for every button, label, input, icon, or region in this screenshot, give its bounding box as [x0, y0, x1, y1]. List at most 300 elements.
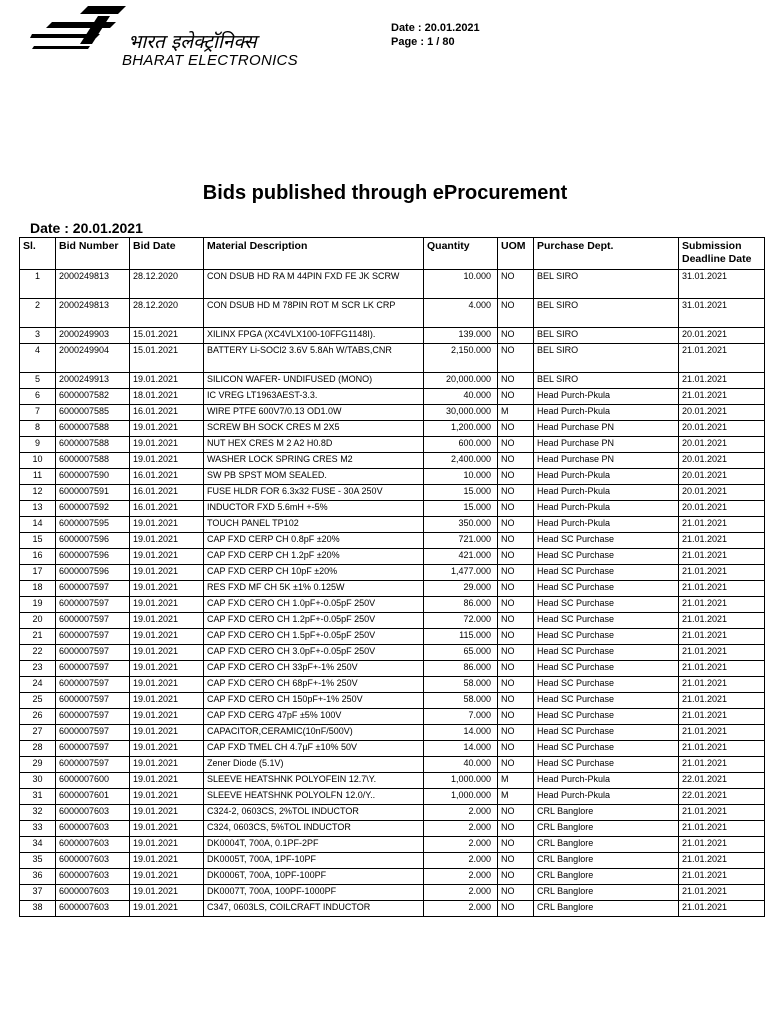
cell-dept: BEL SIRO [534, 328, 679, 344]
logo-english-text: BHARAT ELECTRONICS [122, 52, 298, 69]
cell-dept: Head SC Purchase [534, 757, 679, 773]
cell-deadline: 21.01.2021 [679, 597, 765, 613]
cell-dept: BEL SIRO [534, 373, 679, 389]
cell-deadline: 21.01.2021 [679, 885, 765, 901]
cell-qty: 29.000 [424, 581, 498, 597]
cell-sl: 8 [20, 421, 56, 437]
cell-qty: 72.000 [424, 613, 498, 629]
cell-uom: M [498, 773, 534, 789]
cell-deadline: 21.01.2021 [679, 869, 765, 885]
cell-uom: NO [498, 549, 534, 565]
table-row [20, 613, 765, 629]
cell-uom: NO [498, 853, 534, 869]
cell-qty: 1,000.000 [424, 789, 498, 805]
cell-dept: Head Purch-Pkula [534, 789, 679, 805]
cell-dept: Head Purchase PN [534, 421, 679, 437]
cell-bid: 6000007592 [56, 501, 130, 517]
company-logo [30, 4, 340, 70]
cell-uom: NO [498, 837, 534, 853]
cell-deadline: 20.01.2021 [679, 453, 765, 469]
cell-qty: 2.000 [424, 853, 498, 869]
cell-desc: SLEEVE HEATSHNK POLYOFEIN 12.7\Y. [204, 773, 424, 789]
cell-sl: 16 [20, 549, 56, 565]
cell-dept: Head SC Purchase [534, 533, 679, 549]
cell-desc: FUSE HLDR FOR 6.3x32 FUSE - 30A 250V [204, 485, 424, 501]
cell-dept: Head Purch-Pkula [534, 501, 679, 517]
cell-uom: NO [498, 373, 534, 389]
cell-qty: 86.000 [424, 597, 498, 613]
cell-qty: 65.000 [424, 645, 498, 661]
cell-desc: BATTERY Li-SOCl2 3.6V 5.8Ah W/TABS,CNR [204, 344, 424, 373]
cell-desc: XILINX FPGA (XC4VLX100-10FFG1148I). [204, 328, 424, 344]
cell-sl: 31 [20, 789, 56, 805]
cell-date: 19.01.2021 [130, 789, 204, 805]
cell-deadline: 21.01.2021 [679, 693, 765, 709]
table-row [20, 773, 765, 789]
bids-table [19, 237, 765, 917]
cell-bid: 6000007597 [56, 597, 130, 613]
cell-desc: CAP FXD CERO CH 1.2pF+-0.05pF 250V [204, 613, 424, 629]
cell-qty: 2,400.000 [424, 453, 498, 469]
cell-bid: 6000007595 [56, 517, 130, 533]
cell-dept: Head SC Purchase [534, 597, 679, 613]
table-row [20, 533, 765, 549]
cell-bid: 6000007597 [56, 661, 130, 677]
cell-sl: 24 [20, 677, 56, 693]
cell-sl: 35 [20, 853, 56, 869]
table-row [20, 677, 765, 693]
cell-sl: 15 [20, 533, 56, 549]
cell-date: 19.01.2021 [130, 885, 204, 901]
col-quantity: Quantity [424, 238, 498, 270]
cell-dept: CRL Banglore [534, 869, 679, 885]
cell-uom: NO [498, 693, 534, 709]
cell-uom: NO [498, 597, 534, 613]
cell-qty: 86.000 [424, 661, 498, 677]
cell-desc: DK0006T, 700A, 10PF-100PF [204, 869, 424, 885]
col-purchase-dept: Purchase Dept. [534, 238, 679, 270]
cell-desc: WIRE PTFE 600V7/0.13 OD1.0W [204, 405, 424, 421]
col-material-description: Material Description [204, 238, 424, 270]
cell-qty: 15.000 [424, 501, 498, 517]
cell-dept: Head SC Purchase [534, 629, 679, 645]
cell-deadline: 21.01.2021 [679, 533, 765, 549]
table-row [20, 437, 765, 453]
cell-date: 19.01.2021 [130, 661, 204, 677]
cell-bid: 6000007603 [56, 821, 130, 837]
cell-bid: 6000007603 [56, 837, 130, 853]
cell-desc: CAP FXD CERO CH 3.0pF+-0.05pF 250V [204, 645, 424, 661]
cell-dept: CRL Banglore [534, 885, 679, 901]
cell-uom: M [498, 789, 534, 805]
table-row [20, 501, 765, 517]
cell-date: 19.01.2021 [130, 693, 204, 709]
cell-desc: SILICON WAFER- UNDIFUSED (MONO) [204, 373, 424, 389]
cell-bid: 6000007591 [56, 485, 130, 501]
table-row [20, 421, 765, 437]
cell-date: 18.01.2021 [130, 389, 204, 405]
cell-date: 19.01.2021 [130, 757, 204, 773]
cell-qty: 1,000.000 [424, 773, 498, 789]
cell-sl: 4 [20, 344, 56, 373]
cell-uom: NO [498, 581, 534, 597]
cell-desc: TOUCH PANEL TP102 [204, 517, 424, 533]
cell-desc: CAP FXD CERO CH 150pF+-1% 250V [204, 693, 424, 709]
table-row [20, 901, 765, 917]
cell-qty: 600.000 [424, 437, 498, 453]
cell-bid: 6000007585 [56, 405, 130, 421]
table-row [20, 853, 765, 869]
cell-dept: Head SC Purchase [534, 725, 679, 741]
cell-date: 19.01.2021 [130, 549, 204, 565]
cell-date: 15.01.2021 [130, 344, 204, 373]
cell-dept: BEL SIRO [534, 344, 679, 373]
cell-deadline: 21.01.2021 [679, 709, 765, 725]
cell-qty: 1,200.000 [424, 421, 498, 437]
cell-sl: 37 [20, 885, 56, 901]
cell-deadline: 21.01.2021 [679, 517, 765, 533]
cell-bid: 6000007588 [56, 453, 130, 469]
cell-date: 19.01.2021 [130, 869, 204, 885]
cell-bid: 2000249913 [56, 373, 130, 389]
cell-uom: M [498, 405, 534, 421]
page-title: Bids published through eProcurement [202, 182, 568, 204]
cell-uom: NO [498, 517, 534, 533]
col-submission-deadline: Submission Deadline Date [679, 238, 765, 270]
table-row [20, 565, 765, 581]
cell-qty: 139.000 [424, 328, 498, 344]
cell-dept: Head SC Purchase [534, 661, 679, 677]
cell-sl: 20 [20, 613, 56, 629]
cell-date: 19.01.2021 [130, 821, 204, 837]
cell-sl: 7 [20, 405, 56, 421]
cell-uom: NO [498, 344, 534, 373]
cell-deadline: 21.01.2021 [679, 661, 765, 677]
cell-desc: IC VREG LT1963AEST-3.3. [204, 389, 424, 405]
cell-bid: 6000007588 [56, 421, 130, 437]
cell-dept: Head Purch-Pkula [534, 469, 679, 485]
cell-deadline: 21.01.2021 [679, 549, 765, 565]
cell-qty: 1,477.000 [424, 565, 498, 581]
cell-deadline: 21.01.2021 [679, 629, 765, 645]
cell-desc: CAPACITOR,CERAMIC(10nF/500V) [204, 725, 424, 741]
cell-date: 19.01.2021 [130, 565, 204, 581]
cell-dept: Head SC Purchase [534, 693, 679, 709]
cell-date: 19.01.2021 [130, 613, 204, 629]
table-row [20, 789, 765, 805]
cell-deadline: 21.01.2021 [679, 853, 765, 869]
table-row [20, 805, 765, 821]
cell-bid: 6000007588 [56, 437, 130, 453]
table-row [20, 757, 765, 773]
table-row [20, 693, 765, 709]
table-row [20, 821, 765, 837]
cell-uom: NO [498, 629, 534, 645]
cell-bid: 6000007600 [56, 773, 130, 789]
cell-uom: NO [498, 709, 534, 725]
cell-date: 19.01.2021 [130, 741, 204, 757]
cell-bid: 6000007596 [56, 565, 130, 581]
table-row [20, 885, 765, 901]
cell-sl: 38 [20, 901, 56, 917]
cell-dept: Head Purch-Pkula [534, 517, 679, 533]
cell-sl: 33 [20, 821, 56, 837]
cell-desc: CAP FXD CERO CH 68pF+-1% 250V [204, 677, 424, 693]
table-row [20, 328, 765, 344]
cell-deadline: 20.01.2021 [679, 437, 765, 453]
table-row [20, 270, 765, 299]
cell-deadline: 20.01.2021 [679, 469, 765, 485]
cell-dept: CRL Banglore [534, 805, 679, 821]
cell-desc: CAP FXD CERO CH 1.0pF+-0.05pF 250V [204, 597, 424, 613]
cell-sl: 27 [20, 725, 56, 741]
cell-desc: NUT HEX CRES M 2 A2 H0.8D [204, 437, 424, 453]
cell-deadline: 21.01.2021 [679, 677, 765, 693]
cell-uom: NO [498, 821, 534, 837]
cell-deadline: 21.01.2021 [679, 821, 765, 837]
cell-dept: Head SC Purchase [534, 709, 679, 725]
cell-sl: 21 [20, 629, 56, 645]
cell-desc: WASHER LOCK SPRING CRES M2 [204, 453, 424, 469]
cell-bid: 6000007582 [56, 389, 130, 405]
cell-uom: NO [498, 805, 534, 821]
cell-deadline: 21.01.2021 [679, 581, 765, 597]
cell-dept: Head Purch-Pkula [534, 773, 679, 789]
cell-deadline: 21.01.2021 [679, 373, 765, 389]
cell-desc: DK0007T, 700A, 100PF-1000PF [204, 885, 424, 901]
cell-qty: 721.000 [424, 533, 498, 549]
cell-date: 19.01.2021 [130, 581, 204, 597]
cell-sl: 13 [20, 501, 56, 517]
cell-date: 28.12.2020 [130, 270, 204, 299]
table-row [20, 709, 765, 725]
cell-dept: Head SC Purchase [534, 645, 679, 661]
cell-sl: 26 [20, 709, 56, 725]
table-row [20, 837, 765, 853]
cell-sl: 22 [20, 645, 56, 661]
cell-bid: 6000007603 [56, 805, 130, 821]
cell-dept: Head SC Purchase [534, 581, 679, 597]
cell-sl: 5 [20, 373, 56, 389]
cell-dept: BEL SIRO [534, 299, 679, 328]
cell-date: 16.01.2021 [130, 501, 204, 517]
cell-bid: 6000007597 [56, 613, 130, 629]
table-row [20, 741, 765, 757]
page-number: Page : 1 / 80 [391, 36, 455, 48]
cell-dept: Head SC Purchase [534, 677, 679, 693]
cell-qty: 30,000.000 [424, 405, 498, 421]
cell-bid: 2000249904 [56, 344, 130, 373]
cell-deadline: 21.01.2021 [679, 389, 765, 405]
cell-bid: 6000007597 [56, 741, 130, 757]
cell-bid: 6000007597 [56, 629, 130, 645]
cell-desc: CAP FXD CERP CH 0.8pF ±20% [204, 533, 424, 549]
table-row [20, 405, 765, 421]
cell-date: 19.01.2021 [130, 453, 204, 469]
table-row [20, 645, 765, 661]
cell-date: 15.01.2021 [130, 328, 204, 344]
cell-uom: NO [498, 613, 534, 629]
cell-sl: 6 [20, 389, 56, 405]
cell-qty: 58.000 [424, 693, 498, 709]
cell-bid: 6000007597 [56, 693, 130, 709]
cell-sl: 18 [20, 581, 56, 597]
table-row [20, 549, 765, 565]
cell-deadline: 21.01.2021 [679, 741, 765, 757]
table-row [20, 597, 765, 613]
cell-dept: Head Purch-Pkula [534, 389, 679, 405]
cell-deadline: 20.01.2021 [679, 328, 765, 344]
cell-desc: CAP FXD CERP CH 10pF ±20% [204, 565, 424, 581]
cell-desc: C347, 0603LS, COILCRAFT INDUCTOR [204, 901, 424, 917]
report-date-label: Date : 20.01.2021 [30, 220, 143, 236]
table-row [20, 389, 765, 405]
cell-bid: 6000007603 [56, 853, 130, 869]
cell-bid: 6000007597 [56, 645, 130, 661]
cell-bid: 6000007597 [56, 677, 130, 693]
col-sl: Sl. [20, 238, 56, 270]
cell-uom: NO [498, 661, 534, 677]
cell-dept: CRL Banglore [534, 837, 679, 853]
cell-uom: NO [498, 328, 534, 344]
cell-sl: 10 [20, 453, 56, 469]
cell-deadline: 21.01.2021 [679, 805, 765, 821]
col-uom: UOM [498, 238, 534, 270]
cell-sl: 23 [20, 661, 56, 677]
cell-dept: CRL Banglore [534, 853, 679, 869]
logo-hindi-text: भारत इलेक्ट्रॉनिक्स [128, 31, 257, 53]
cell-desc: CON DSUB HD M 78PIN ROT M SCR LK CRP [204, 299, 424, 328]
cell-date: 19.01.2021 [130, 373, 204, 389]
cell-bid: 6000007596 [56, 533, 130, 549]
cell-uom: NO [498, 437, 534, 453]
cell-date: 19.01.2021 [130, 853, 204, 869]
cell-sl: 11 [20, 469, 56, 485]
cell-sl: 19 [20, 597, 56, 613]
cell-date: 28.12.2020 [130, 299, 204, 328]
cell-bid: 6000007603 [56, 869, 130, 885]
cell-bid: 2000249813 [56, 299, 130, 328]
cell-dept: Head Purchase PN [534, 437, 679, 453]
col-bid-date: Bid Date [130, 238, 204, 270]
cell-deadline: 21.01.2021 [679, 901, 765, 917]
cell-bid: 6000007603 [56, 901, 130, 917]
cell-dept: Head Purch-Pkula [534, 405, 679, 421]
cell-qty: 10.000 [424, 469, 498, 485]
cell-uom: NO [498, 453, 534, 469]
cell-deadline: 31.01.2021 [679, 270, 765, 299]
cell-uom: NO [498, 270, 534, 299]
cell-bid: 6000007601 [56, 789, 130, 805]
cell-desc: RES FXD MF CH 5K ±1% 0.125W [204, 581, 424, 597]
cell-qty: 14.000 [424, 741, 498, 757]
cell-date: 19.01.2021 [130, 709, 204, 725]
cell-qty: 115.000 [424, 629, 498, 645]
cell-uom: NO [498, 741, 534, 757]
cell-desc: SW PB SPST MOM SEALED. [204, 469, 424, 485]
cell-dept: Head Purchase PN [534, 453, 679, 469]
cell-sl: 1 [20, 270, 56, 299]
cell-date: 19.01.2021 [130, 725, 204, 741]
cell-desc: DK0004T, 700A, 0.1PF-2PF [204, 837, 424, 853]
cell-desc: CAP FXD CERO CH 33pF+-1% 250V [204, 661, 424, 677]
cell-uom: NO [498, 485, 534, 501]
table-body [20, 270, 765, 917]
cell-dept: CRL Banglore [534, 821, 679, 837]
table-row [20, 453, 765, 469]
cell-date: 16.01.2021 [130, 469, 204, 485]
cell-sl: 34 [20, 837, 56, 853]
cell-qty: 4.000 [424, 299, 498, 328]
cell-desc: CAP FXD TMEL CH 4.7µF ±10% 50V [204, 741, 424, 757]
cell-desc: C324, 0603CS, 5%TOL INDUCTOR [204, 821, 424, 837]
table-row [20, 869, 765, 885]
table-row [20, 373, 765, 389]
cell-date: 19.01.2021 [130, 677, 204, 693]
cell-date: 19.01.2021 [130, 533, 204, 549]
cell-desc: INDUCTOR FXD 5.6mH +-5% [204, 501, 424, 517]
cell-date: 19.01.2021 [130, 629, 204, 645]
cell-qty: 2.000 [424, 821, 498, 837]
cell-date: 19.01.2021 [130, 901, 204, 917]
table-header-row [20, 238, 765, 270]
cell-qty: 2.000 [424, 901, 498, 917]
cell-deadline: 21.01.2021 [679, 613, 765, 629]
cell-uom: NO [498, 533, 534, 549]
cell-date: 19.01.2021 [130, 421, 204, 437]
cell-bid: 2000249903 [56, 328, 130, 344]
cell-sl: 32 [20, 805, 56, 821]
cell-uom: NO [498, 469, 534, 485]
cell-qty: 2.000 [424, 837, 498, 853]
report-date: Date : 20.01.2021 [391, 22, 480, 34]
cell-date: 16.01.2021 [130, 485, 204, 501]
cell-bid: 2000249813 [56, 270, 130, 299]
cell-bid: 6000007596 [56, 549, 130, 565]
cell-qty: 40.000 [424, 389, 498, 405]
cell-dept: BEL SIRO [534, 270, 679, 299]
cell-date: 19.01.2021 [130, 645, 204, 661]
cell-desc: DK0005T, 700A, 1PF-10PF [204, 853, 424, 869]
col-bid-number: Bid Number [56, 238, 130, 270]
page-meta [391, 21, 480, 49]
cell-uom: NO [498, 389, 534, 405]
cell-uom: NO [498, 901, 534, 917]
cell-date: 19.01.2021 [130, 597, 204, 613]
cell-qty: 350.000 [424, 517, 498, 533]
cell-sl: 17 [20, 565, 56, 581]
table-row [20, 299, 765, 328]
cell-qty: 2.000 [424, 885, 498, 901]
table-row [20, 344, 765, 373]
cell-deadline: 21.01.2021 [679, 837, 765, 853]
table-row [20, 629, 765, 645]
cell-deadline: 21.01.2021 [679, 565, 765, 581]
cell-dept: Head SC Purchase [534, 549, 679, 565]
cell-deadline: 21.01.2021 [679, 757, 765, 773]
cell-deadline: 22.01.2021 [679, 773, 765, 789]
cell-uom: NO [498, 299, 534, 328]
cell-qty: 10.000 [424, 270, 498, 299]
cell-date: 19.01.2021 [130, 805, 204, 821]
cell-sl: 2 [20, 299, 56, 328]
cell-deadline: 21.01.2021 [679, 645, 765, 661]
cell-dept: Head SC Purchase [534, 613, 679, 629]
cell-qty: 58.000 [424, 677, 498, 693]
cell-sl: 9 [20, 437, 56, 453]
cell-desc: SCREW BH SOCK CRES M 2X5 [204, 421, 424, 437]
table-row [20, 469, 765, 485]
